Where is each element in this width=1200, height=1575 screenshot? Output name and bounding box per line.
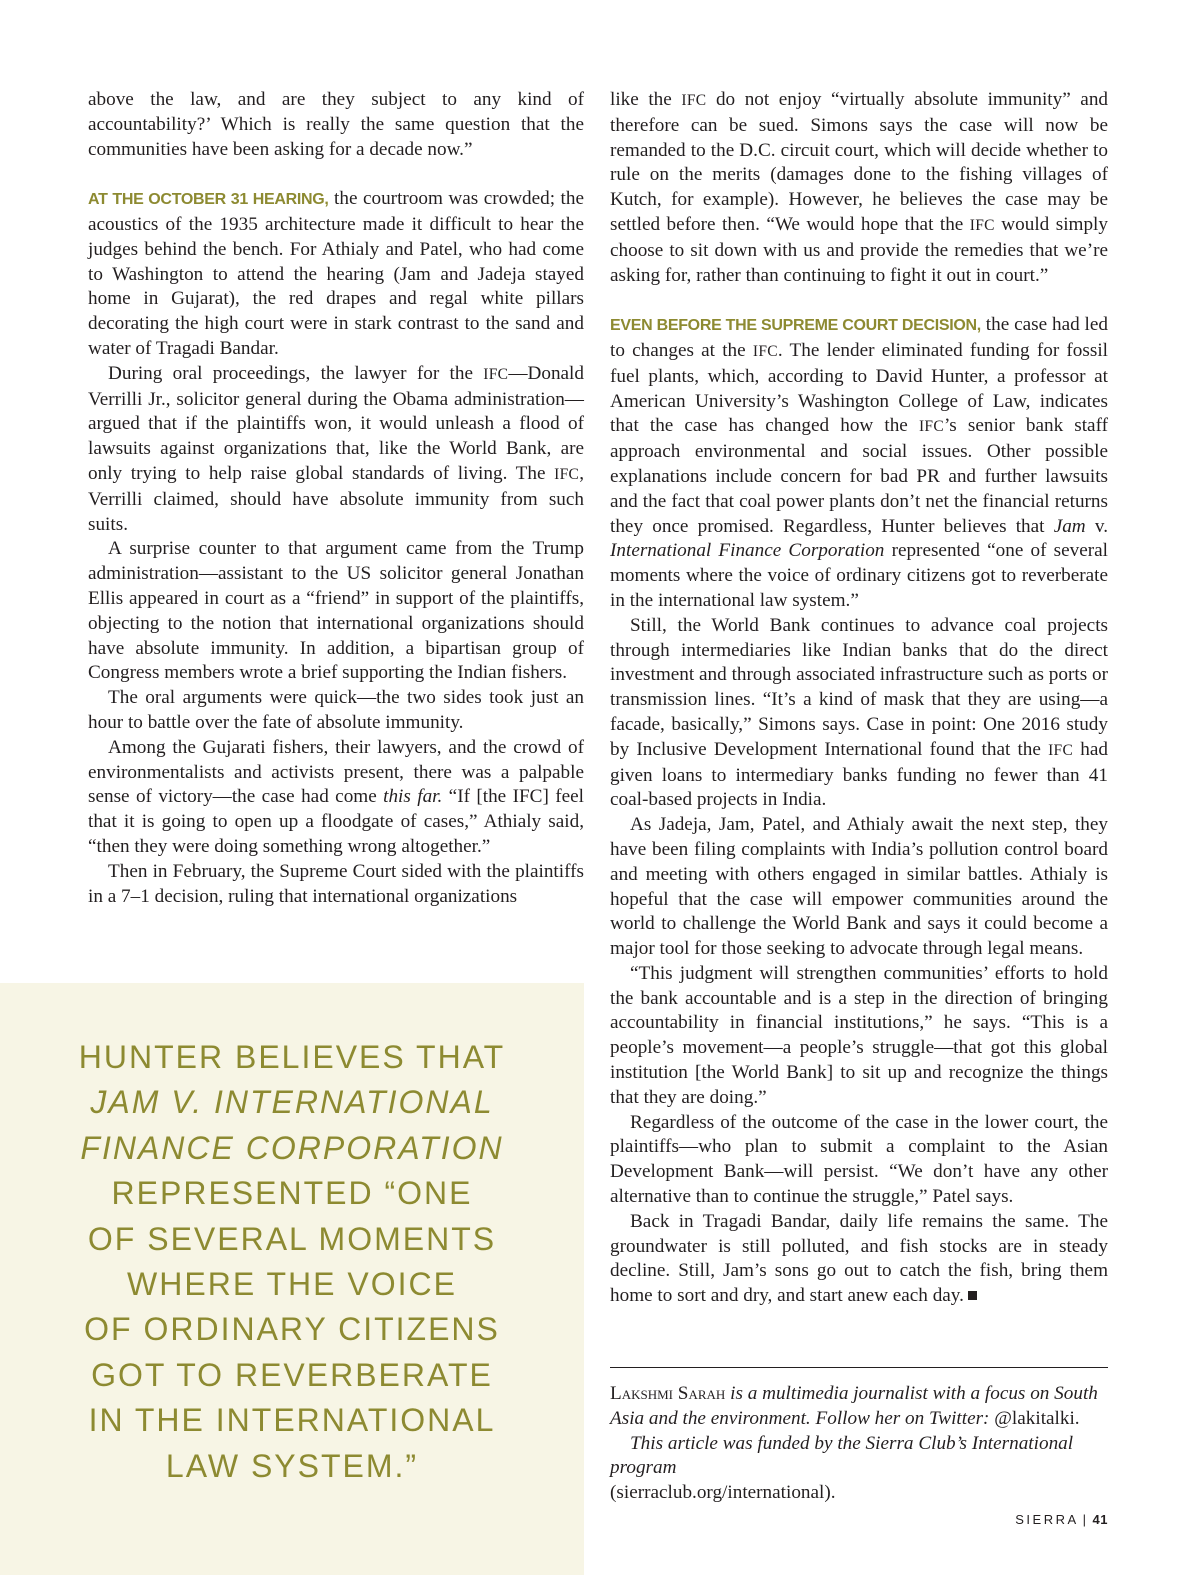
section-lead: EVEN BEFORE THE SUPREME COURT DECISION, <box>610 317 981 335</box>
bio-divider <box>610 1367 1108 1368</box>
paragraph: above the law, and are they subject to any kind of accountability?’ Which is really the same question that the communities have been asking for a decade now.” <box>88 89 584 160</box>
paragraph: AT THE OCTOBER 31 HEARING, the courtroom was crowded; the acoustics of the 1935 architecture made it difficult to hear the judges behind the bench. For Athialy and Patel, who had come to Washington to attend the hearing (Jam and Jadeja stayed home in Gujarat), the red drapes and regal white pillars decorating the high court were in stark contrast to the sand and water of Tragadi Bandar. <box>88 188 584 359</box>
paragraph: “This judgment will strengthen communities’ efforts to hold the bank accountable and is a step in the direction of bringing accountability in financial institutions,” he says. “This is a people’s movement—a people’s struggle—that got this global institution [the World Bank] to sit up and recognize the things that they are doing.” <box>610 962 1108 1108</box>
paragraph: The oral arguments were quick—the two sides took just an hour to battle over the fate of absolute immunity. <box>88 687 584 733</box>
author-bio <box>610 1382 1108 1506</box>
paragraph: As Jadeja, Jam, Patel, and Athialy await the next step, they have been filing complaints with India’s pollution control board and meeting with others engaged in similar battles. Athialy is hopeful that the case will empower communities around the world to challenge the World Bank and says it could become a major tool for those seeking to advocate through legal means. <box>610 814 1108 960</box>
left-column <box>88 88 584 909</box>
bio-url: (sierraclub.org/international). <box>610 1482 836 1504</box>
bio-line: This article was funded by the Sierra Club’s International program (sierraclub.org/international). <box>610 1432 1074 1504</box>
pullquote: HUNTER BELIEVES THAT JAM V. INTERNATIONAL FINANCE CORPORATION REPRESENTED “ONE OF SEVERAL MOMENTS WHERE THE VOICE OF ORDINARY CITIZENS GOT TO REVERBERATE IN THE INTERNATIONAL LAW SYSTEM.” <box>78 1039 506 1484</box>
page-folio <box>1015 1512 1108 1527</box>
paragraph: like the IFC do not enjoy “virtually absolute immunity” and therefore can be sued. Simons says the case will now be remanded to the D.C. circuit court, which will decide whether to rule on the merits (damages done to the fishing villages of Kutch, for example). However, he believes the case may be settled before then. “We would hope that the IFC would simply choose to sit down with us and provide the remedies that we’re asking for, rather than continuing to fight it out in court.” <box>610 89 1109 286</box>
paragraph: Then in February, the Supreme Court sided with the plaintiffs in a 7–1 decision, ruling that international organizations <box>88 860 584 907</box>
right-column <box>610 88 1108 1309</box>
paragraph: Still, the World Bank continues to advance coal projects through intermediaries like Indian banks that do the direct investment and through associated infrastructure such as ports or transmission lines. “It’s a kind of mask that they are using—a facade, basically,” Simons says. Case in point: One 2016 study by Inclusive Development International found that the IFC had given loans to intermediary banks funding no fewer than 41 coal-based projects in India. <box>610 614 1108 811</box>
paragraph: EVEN BEFORE THE SUPREME COURT DECISION, the case had led to changes at the IFC. The lender eliminated funding for fossil fuel plants, which, according to David Hunter, a professor at American University’s Washington College of Law, indicates that the case has changed how the IFC’s senior bank staff approach environmental and social issues. Other possible explanations include concern for bad PR and further lawsuits and the fact that coal power plants don’t net the financial returns they once promised. Regardless, Hunter believes that Jam v. International Finance Corporation represented “one of several moments where the voice of ordinary citizens got to reverberate in the international law system.” <box>610 314 1109 611</box>
author-name: Lakshmi Sarah <box>610 1383 726 1404</box>
paragraph: Among the Gujarati fishers, their lawyers, and the crowd of environmentalists and activists present, there was a palpable sense of victory—the case had come this far. “If [the IFC] feel that it is going to open up a floodgate of cases,” Athialy said, “then they were doing something wrong altogether.” <box>88 736 584 857</box>
magazine-name: SIERRA <box>1015 1512 1079 1527</box>
page-number: 41 <box>1092 1512 1108 1527</box>
twitter-handle: @lakitalki. <box>994 1407 1080 1429</box>
end-mark-icon <box>968 1291 977 1300</box>
pullquote-box <box>0 983 584 1575</box>
folio-separator: | <box>1082 1512 1089 1527</box>
paragraph: Back in Tragadi Bandar, daily life remains the same. The groundwater is still polluted, and fish stocks are in steady decline. Still, Jam’s sons go out to catch the fish, bring them home to sort and dry, and start anew each day. <box>610 1210 1108 1307</box>
paragraph: A surprise counter to that argument came from the Trump administration—assistant to the US solicitor general Jonathan Ellis appeared in court as a “friend” in support of the plaintiffs, objecting to the notion that international organizations should have absolute immunity. In addition, a bipartisan group of Congress members wrote a brief supporting the Indian fishers. <box>88 538 584 684</box>
bio-line: Lakshmi Sarah is a multimedia journalist with a focus on South Asia and the environment. Follow her on Twitter: @lakitalki. <box>610 1383 1098 1429</box>
section-lead: AT THE OCTOBER 31 HEARING, <box>88 191 329 209</box>
paragraph: Regardless of the outcome of the case in the lower court, the plaintiffs—who plan to submit a complaint to the Asian Development Bank—will persist. “We don’t have any other alternative than to continue the struggle,” Patel says. <box>610 1111 1108 1208</box>
paragraph: During oral proceedings, the lawyer for the IFC—Donald Verrilli Jr., solicitor general during the Obama administration—argued that if the plaintiffs won, it would unleash a flood of lawsuits against organizations that, like the World Bank, are only trying to help raise global standards of living. The IFC, Verrilli claimed, should have absolute immunity from such suits. <box>88 362 584 535</box>
